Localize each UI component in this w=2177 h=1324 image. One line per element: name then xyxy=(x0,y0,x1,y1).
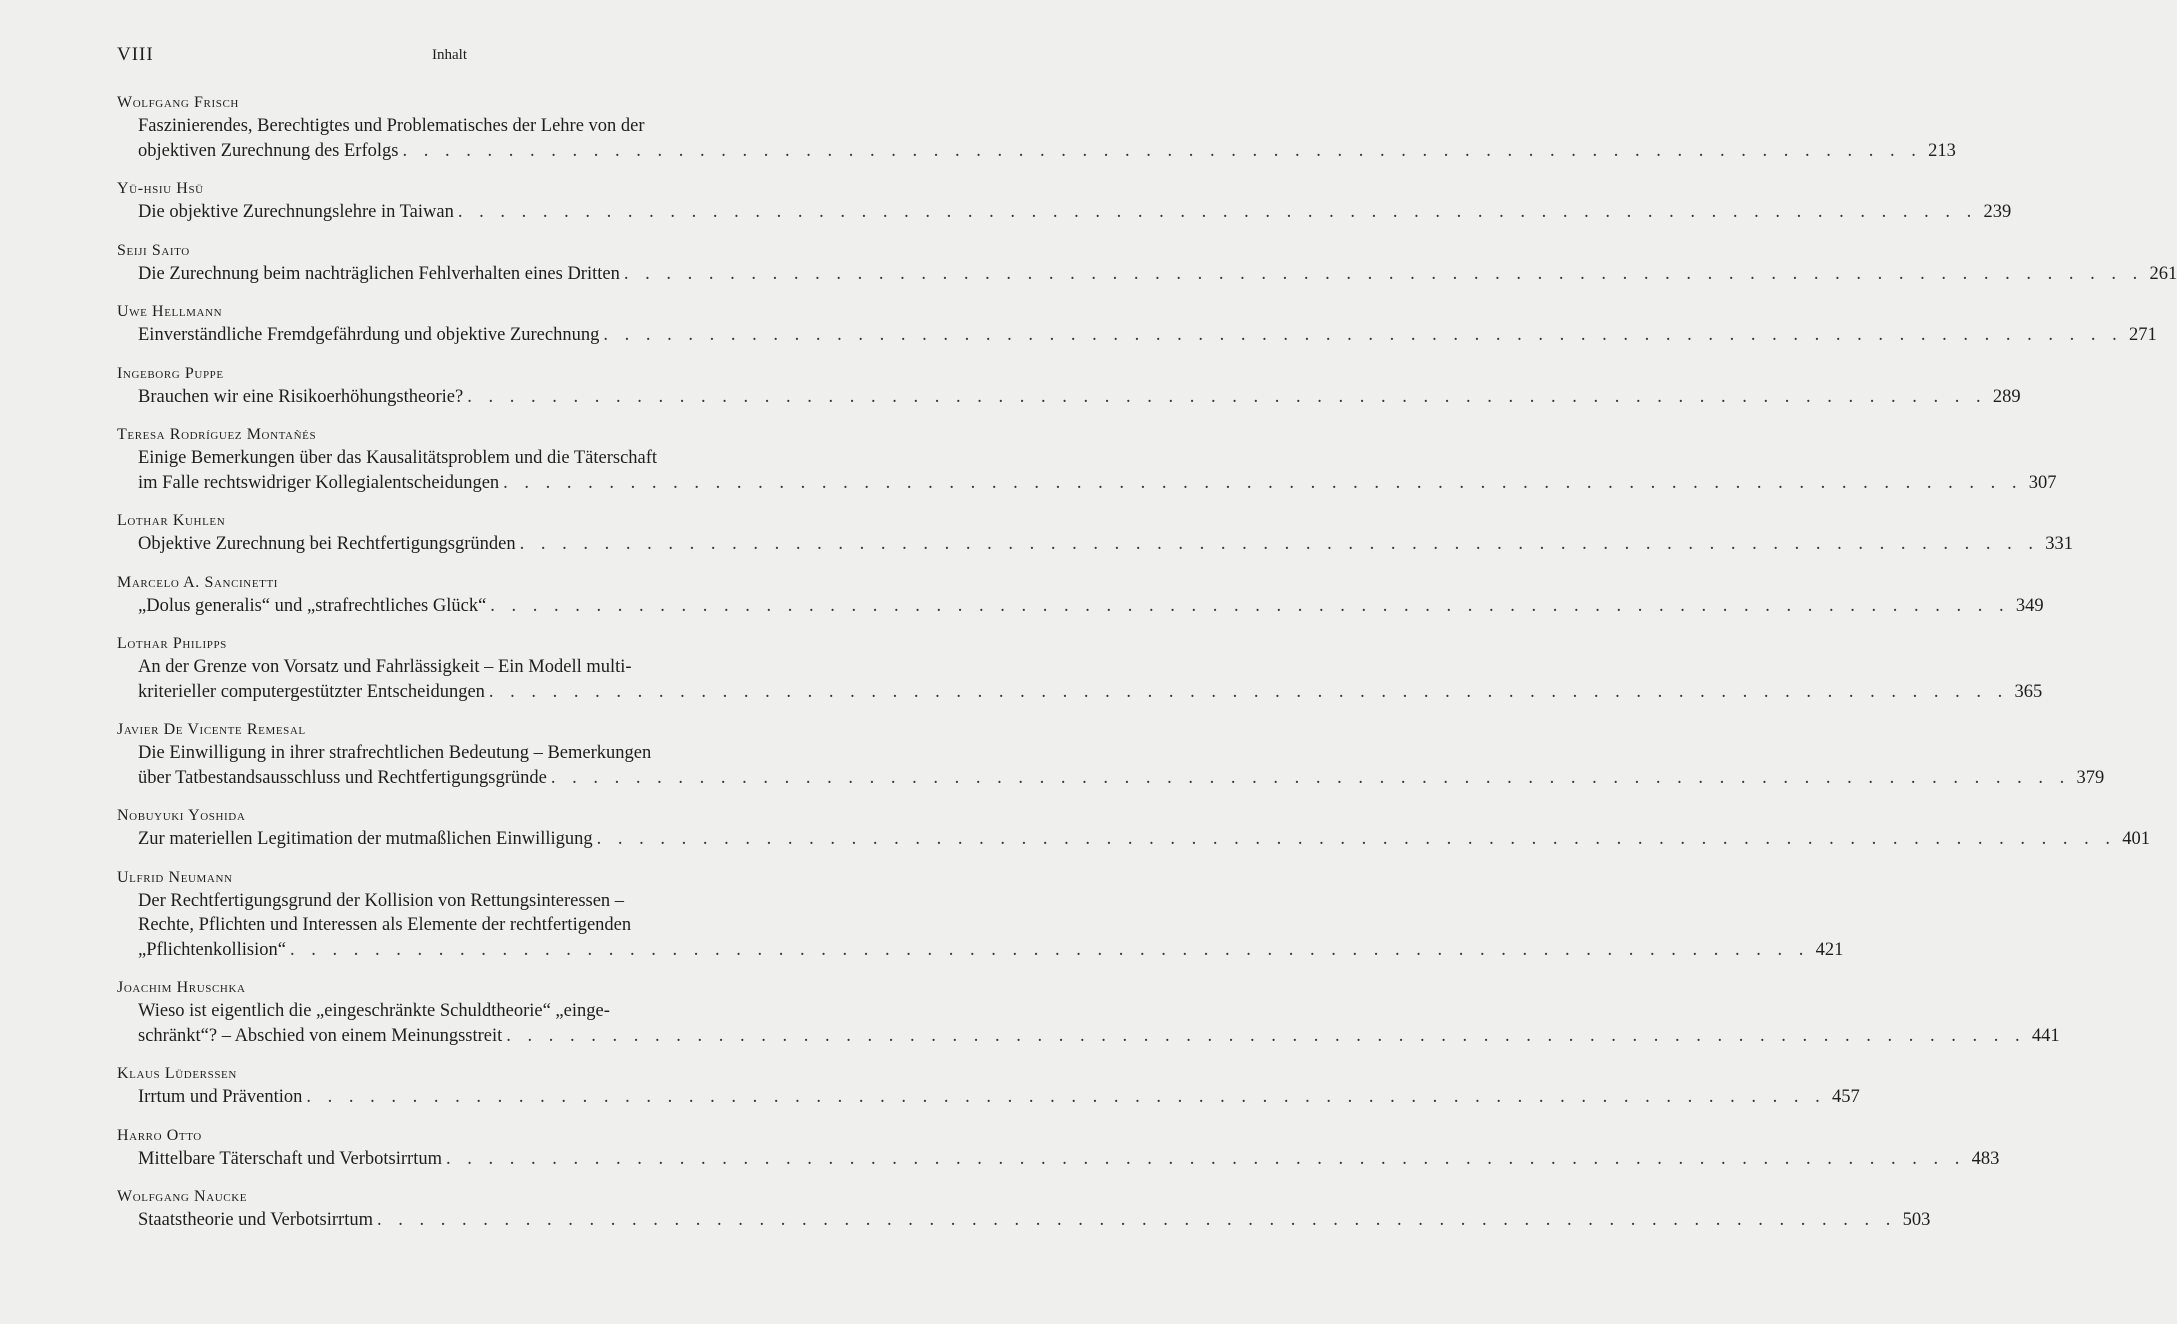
entry-title-line: Brauchen wir eine Risikoerhöhungstheorie? xyxy=(138,386,464,407)
entry-author: Nobuyuki Yoshida xyxy=(117,807,246,824)
entry-title xyxy=(117,262,2177,287)
dot-leader: . . . . . . . . . . . . . . . . . . . . . . . . . . . . . . . . . . . . . . . . . . . . . . . . . . . . . . . . . . . . . . . . . . . . . . . . xyxy=(457,202,1978,222)
entry-title-line: Zur materiellen Legitimation der mutmaßlichen Einwilligung xyxy=(138,829,593,849)
dot-leader: . . . . . . . . . . . . . . . . . . . . . . . . . . . . . . . . . . . . . . . . . . . . . . . . . . . . . . . . . . . . . . . . . . . . . . . . xyxy=(596,829,2117,849)
running-title: Inhalt xyxy=(432,47,467,63)
entry-page-number: 239 xyxy=(1983,202,2012,222)
entry-title xyxy=(117,323,2157,348)
entry-page-number: 261 xyxy=(2149,263,2177,284)
entry-title-line: Mittelbare Täterschaft und Verbotsirrtum xyxy=(138,1148,442,1169)
dot-leader: . . . . . . . . . . . . . . . . . . . . . . . . . . . . . . . . . . . . . . . . . . . . . . . . . . . . . . . . . . . . . . . . . . . . . . . . xyxy=(306,1087,1826,1107)
toc-entry xyxy=(117,92,1956,163)
toc-entry xyxy=(117,805,2151,852)
entry-title-line: Irrtum und Prävention xyxy=(138,1087,303,1107)
toc-entry xyxy=(117,1063,1860,1110)
dot-leader: . . . . . . . . . . . . . . . . . . . . . . . . . . . . . . . . . . . . . . . . . . . . . . . . . . . . . . . . . . . . . . . . . . . . . . . . xyxy=(402,140,1922,161)
entry-title xyxy=(117,1085,1860,1110)
toc-entry xyxy=(117,1125,2000,1172)
entry-page-number: 379 xyxy=(2076,767,2105,788)
dot-leader: . . . . . . . . . . . . . . . . . . . . . . . . . . . . . . . . . . . . . . . . . . . . . . . . . . . . . . . . . . . . . . . . . . . . . . . . xyxy=(490,595,2010,616)
entry-title xyxy=(117,999,2060,1048)
entry-author: Wolfgang Naucke xyxy=(117,1188,248,1205)
entry-author: Ulfrid Neumann xyxy=(117,868,233,886)
entry-author: Ingeborg Puppe xyxy=(117,364,224,382)
toc-entry xyxy=(117,572,2044,619)
entry-title xyxy=(117,1147,2000,1172)
entry-title xyxy=(117,889,1844,963)
entry-author: Javier De Vicente Remesal xyxy=(117,721,306,738)
dot-leader: . . . . . . . . . . . . . . . . . . . . . . . . . . . . . . . . . . . . . . . . . . . . . . . . . . . . . . . . . . . . . . . . . . . . . . . . xyxy=(519,534,2039,554)
toc-entry xyxy=(117,633,2043,704)
entry-title-line: über Tatbestandsausschluss und Rechtfertigungsgründe xyxy=(138,767,547,788)
dot-leader: . . . . . . . . . . . . . . . . . . . . . . . . . . . . . . . . . . . . . . . . . . . . . . . . . . . . . . . . . . . . . . . . . . . . . . . . xyxy=(603,325,2123,345)
entry-title-line: „Dolus generalis“ und „strafrechtliches Glück“ xyxy=(138,595,487,616)
entry-title xyxy=(117,114,1956,163)
entry-title-line: schränkt“? – Abschied von einem Meinungsstreit xyxy=(138,1025,503,1046)
dot-leader: . . . . . . . . . . . . . . . . . . . . . . . . . . . . . . . . . . . . . . . . . . . . . . . . . . . . . . . . . . . . . . . . . . . . . . . . xyxy=(623,263,2144,284)
entry-author: Marcelo A. Sancinetti xyxy=(117,573,279,591)
entry-page-number: 483 xyxy=(1971,1148,2000,1169)
entry-page-number: 213 xyxy=(1928,140,1956,161)
entry-title-line: Staatstheorie und Verbotsirrtum xyxy=(138,1210,373,1230)
entry-author: Teresa Rodríguez Montañés xyxy=(117,426,317,443)
entry-title-line: Einverständliche Fremdgefährdung und objektive Zurechnung xyxy=(138,325,600,345)
entry-title-line: „Pflichtenkollision“ xyxy=(138,939,286,960)
entry-page-number: 401 xyxy=(2122,829,2151,849)
dot-leader: . . . . . . . . . . . . . . . . . . . . . . . . . . . . . . . . . . . . . . . . . . . . . . . . . . . . . . . . . . . . . . . . . . . . . . . . xyxy=(550,767,2071,788)
entry-page-number: 307 xyxy=(2028,472,2057,493)
dot-leader: . . . . . . . . . . . . . . . . . . . . . . . . . . . . . . . . . . . . . . . . . . . . . . . . . . . . . . . . . . . . . . . . . . . . . . . . xyxy=(488,681,2009,702)
entry-author: Lothar Kuhlen xyxy=(117,512,226,529)
entry-author: Joachim Hruschka xyxy=(117,979,246,996)
dot-leader: . . . . . . . . . . . . . . . . . . . . . . . . . . . . . . . . . . . . . . . . . . . . . . . . . . . . . . . . . . . . . . . . . . . . . . . . xyxy=(506,1025,2026,1046)
entry-title xyxy=(117,827,2151,852)
entry-title xyxy=(117,741,2105,790)
entry-page-number: 503 xyxy=(1902,1210,1931,1230)
entry-title xyxy=(117,532,2073,557)
entry-title xyxy=(117,200,2012,225)
dot-leader: . . . . . . . . . . . . . . . . . . . . . . . . . . . . . . . . . . . . . . . . . . . . . . . . . . . . . . . . . . . . . . . . . . . . . . . . xyxy=(289,939,1810,960)
entry-page-number: 457 xyxy=(1832,1087,1860,1107)
entry-title-line: Rechte, Pflichten und Interessen als Elemente der rechtfertigenden xyxy=(138,915,632,935)
entry-title-line: Objektive Zurechnung bei Rechtfertigungsgründen xyxy=(138,534,516,554)
entry-author: Wolfgang Frisch xyxy=(117,94,239,111)
toc-entry xyxy=(117,424,2057,495)
toc-entry xyxy=(117,867,1844,963)
toc-entry xyxy=(117,719,2105,790)
entry-author: Harro Otto xyxy=(117,1126,202,1144)
toc-entry xyxy=(117,510,2073,557)
entry-title-line: Die Einwilligung in ihrer strafrechtlichen Bedeutung – Bemerkungen xyxy=(138,743,652,763)
entry-title-line: Einige Bemerkungen über das Kausalitätsproblem und die Täterschaft xyxy=(138,448,658,468)
dot-leader: . . . . . . . . . . . . . . . . . . . . . . . . . . . . . . . . . . . . . . . . . . . . . . . . . . . . . . . . . . . . . . . . . . . . . . . . xyxy=(445,1148,1966,1169)
entry-title-line: Faszinierendes, Berechtigtes und Problematisches der Lehre von der xyxy=(138,116,645,136)
toc-entry xyxy=(117,178,2012,225)
toc-entry xyxy=(117,363,2021,410)
entry-page-number: 289 xyxy=(1992,386,2021,407)
entry-page-number: 421 xyxy=(1815,939,1844,960)
entry-title xyxy=(117,594,2044,619)
entry-page-number: 271 xyxy=(2128,325,2157,345)
entry-title xyxy=(117,385,2021,410)
dot-leader: . . . . . . . . . . . . . . . . . . . . . . . . . . . . . . . . . . . . . . . . . . . . . . . . . . . . . . . . . . . . . . . . . . . . . . . . xyxy=(376,1210,1897,1230)
toc-entry xyxy=(117,301,2157,348)
entry-title-line: im Falle rechtswidriger Kollegialentscheidungen xyxy=(138,472,500,493)
entry-author: Lothar Philipps xyxy=(117,635,227,652)
entry-title-line: kriterieller computergestützter Entscheidungen xyxy=(138,681,485,702)
entry-title xyxy=(117,655,2043,704)
page-header xyxy=(117,44,782,70)
table-of-contents xyxy=(117,92,2177,1248)
dot-leader: . . . . . . . . . . . . . . . . . . . . . . . . . . . . . . . . . . . . . . . . . . . . . . . . . . . . . . . . . . . . . . . . . . . . . . . . xyxy=(503,472,2023,493)
entry-title-line: Wieso ist eigentlich die „eingeschränkte Schuldtheorie“ „einge- xyxy=(138,1001,610,1021)
entry-title-line: Die Zurechnung beim nachträglichen Fehlverhalten eines Dritten xyxy=(138,263,620,284)
entry-page-number: 331 xyxy=(2045,534,2073,554)
toc-entry xyxy=(117,977,2060,1048)
entry-page-number: 365 xyxy=(2014,681,2043,702)
entry-title-line: Die objektive Zurechnungslehre in Taiwan xyxy=(138,202,454,222)
entry-page-number: 349 xyxy=(2015,595,2044,616)
entry-author: Seiji Saito xyxy=(117,241,190,259)
entry-author: Yü-hsiu Hsü xyxy=(117,180,204,197)
entry-author: Uwe Hellmann xyxy=(117,303,223,320)
toc-entry xyxy=(117,1186,1931,1233)
entry-title xyxy=(117,1208,1931,1233)
entry-page-number: 441 xyxy=(2031,1025,2060,1046)
entry-author: Klaus Lüderssen xyxy=(117,1065,237,1082)
entry-title-line: An der Grenze von Vorsatz und Fahrlässigkeit – Ein Modell multi- xyxy=(138,657,632,677)
entry-title-line: Der Rechtfertigungsgrund der Kollision von Rettungsinteressen – xyxy=(138,890,625,911)
entry-title-line: objektiven Zurechnung des Erfolgs xyxy=(138,140,399,161)
toc-entry xyxy=(117,240,2177,287)
dot-leader: . . . . . . . . . . . . . . . . . . . . . . . . . . . . . . . . . . . . . . . . . . . . . . . . . . . . . . . . . . . . . . . . . . . . . . . . xyxy=(467,386,1987,407)
page-number: VIII xyxy=(117,44,154,65)
entry-title xyxy=(117,446,2057,495)
